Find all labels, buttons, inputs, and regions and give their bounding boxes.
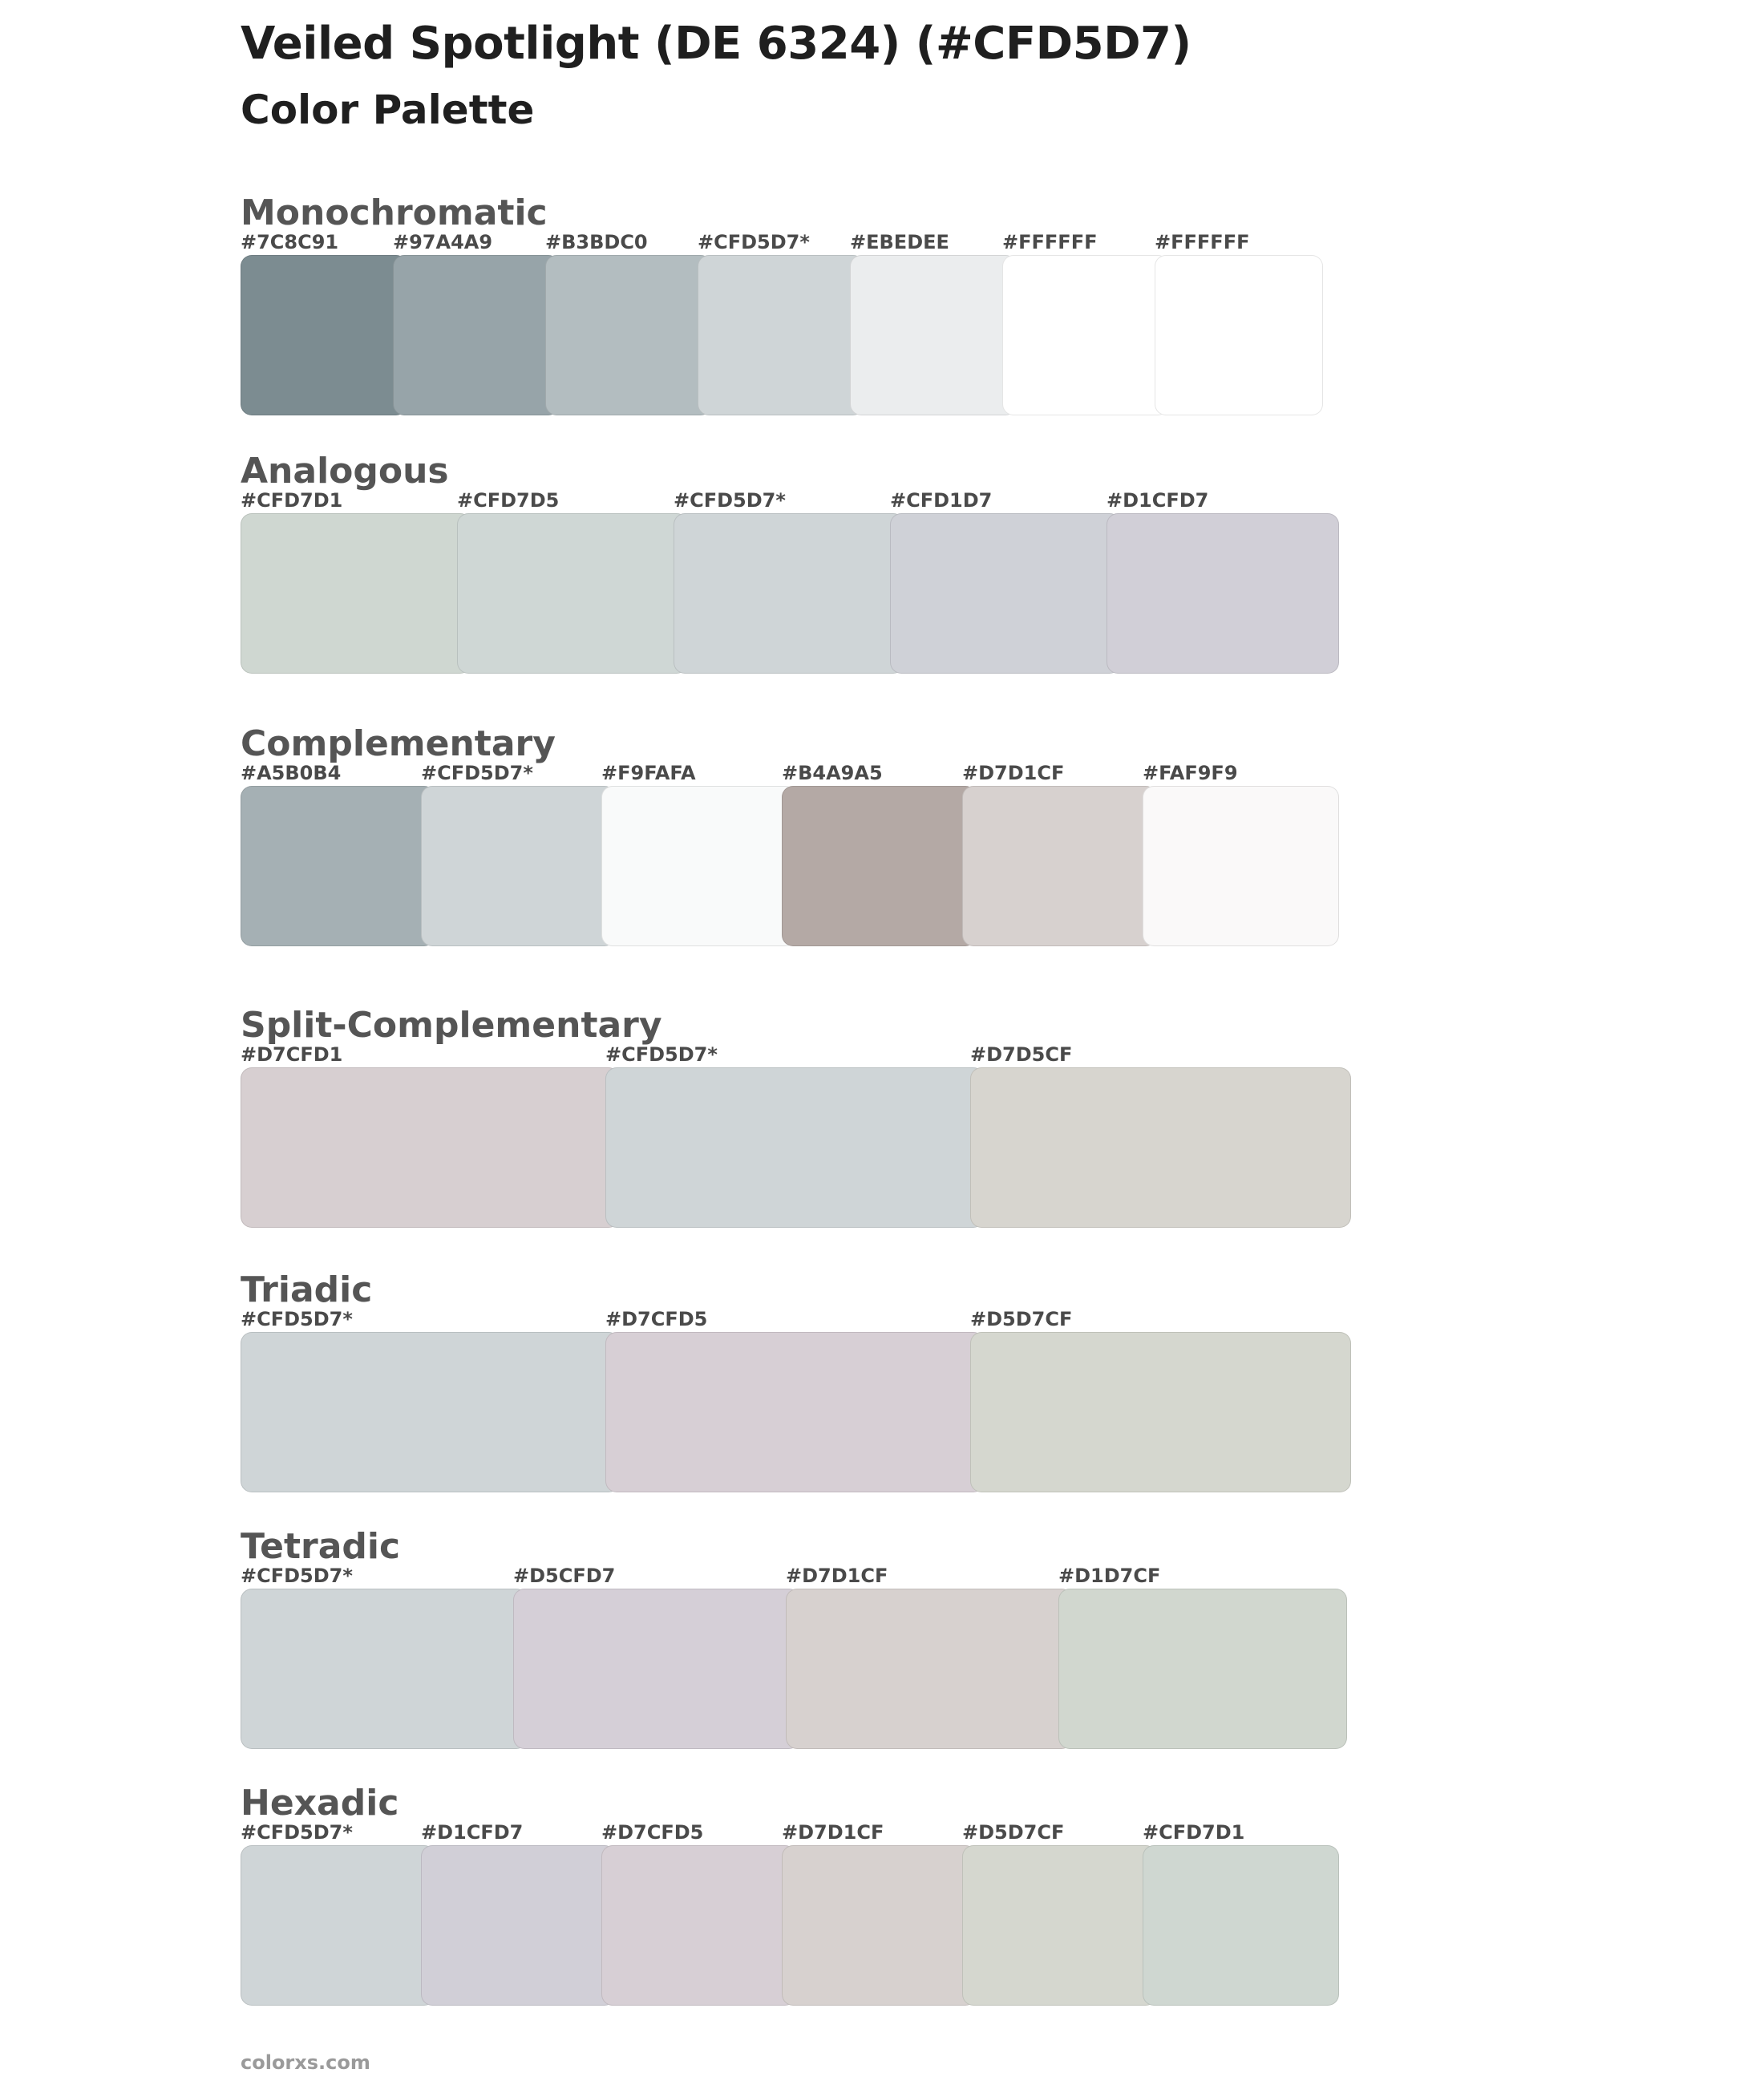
swatch-hex-label: #CFD5D7* [605,1043,718,1066]
swatch-color-chip[interactable] [241,1067,620,1228]
swatch-color-chip[interactable] [1143,786,1339,946]
swatch-hex-label: #D5CFD7 [513,1565,616,1587]
swatch-color-chip[interactable] [241,1332,620,1492]
swatch-hex-label: #97A4A9 [393,231,493,253]
swatch-color-chip[interactable] [601,1845,796,2006]
swatch-hex-label: #D7D1CF [962,762,1065,784]
section-title: Complementary [241,723,556,764]
section-title: Hexadic [241,1783,399,1824]
swatch-color-chip[interactable] [698,255,864,415]
swatch-hex-label: #CFD7D5 [457,489,560,512]
swatch-color-chip[interactable] [850,255,1017,415]
swatch-color-chip[interactable] [962,786,1157,946]
swatch-hex-label: #D7CFD5 [605,1308,708,1330]
swatch-color-chip[interactable] [241,513,471,674]
swatch-color-chip[interactable] [513,1589,800,1749]
swatch-color-chip[interactable] [1143,1845,1339,2006]
swatch-hex-label: #CFD5D7* [421,762,533,784]
swatch-hex-label: #EBEDEE [850,231,949,253]
swatch-hex-label: #D7CFD1 [241,1043,343,1066]
section-title: Analogous [241,451,449,492]
swatch-color-chip[interactable] [1058,1589,1347,1749]
swatch-color-chip[interactable] [970,1067,1351,1228]
swatch-color-chip[interactable] [786,1589,1073,1749]
swatch-color-chip[interactable] [457,513,688,674]
swatch-color-chip[interactable] [782,1845,977,2006]
swatch-color-chip[interactable] [241,786,435,946]
swatch-hex-label: #D1CFD7 [1107,489,1209,512]
swatch-color-chip[interactable] [601,786,796,946]
swatch-color-chip[interactable] [545,255,712,415]
swatch-hex-label: #CFD7D1 [241,489,343,512]
swatch-color-chip[interactable] [241,1589,528,1749]
swatch-hex-label: #B4A9A5 [782,762,883,784]
swatch-hex-label: #D1CFD7 [421,1821,524,1844]
page-subtitle: Color Palette [241,87,535,133]
swatch-color-chip[interactable] [782,786,977,946]
swatch-hex-label: #FFFFFF [1002,231,1098,253]
swatch-hex-label: #CFD1D7 [890,489,993,512]
swatch-hex-label: #D7D1CF [786,1565,888,1587]
swatch-hex-label: #CFD5D7* [241,1821,353,1844]
swatch-color-chip[interactable] [970,1332,1351,1492]
swatch-color-chip[interactable] [674,513,904,674]
swatch-hex-label: #D7D1CF [782,1821,884,1844]
section-title: Split-Complementary [241,1005,662,1046]
swatch-color-chip[interactable] [421,786,616,946]
swatch-hex-label: #FAF9F9 [1143,762,1238,784]
swatch-hex-label: #F9FAFA [601,762,696,784]
swatch-color-chip[interactable] [393,255,560,415]
swatch-color-chip[interactable] [1002,255,1169,415]
swatch-color-chip[interactable] [421,1845,616,2006]
swatch-hex-label: #CFD5D7* [674,489,786,512]
swatch-hex-label: #FFFFFF [1155,231,1250,253]
section-title: Monochromatic [241,192,548,233]
swatch-color-chip[interactable] [1107,513,1339,674]
section-title: Triadic [241,1269,373,1310]
swatch-hex-label: #D5D7CF [970,1308,1073,1330]
swatch-color-chip[interactable] [241,1845,435,2006]
swatch-hex-label: #CFD7D1 [1143,1821,1245,1844]
page-title: Veiled Spotlight (DE 6324) (#CFD5D7) [241,18,1192,70]
swatch-hex-label: #CFD5D7* [241,1565,353,1587]
swatch-hex-label: #D1D7CF [1058,1565,1161,1587]
swatch-hex-label: #CFD5D7* [698,231,810,253]
swatch-color-chip[interactable] [890,513,1121,674]
swatch-hex-label: #D7CFD5 [601,1821,704,1844]
swatch-hex-label: #7C8C91 [241,231,339,253]
swatch-hex-label: #B3BDC0 [545,231,648,253]
swatch-color-chip[interactable] [605,1067,985,1228]
swatch-hex-label: #CFD5D7* [241,1308,353,1330]
swatch-color-chip[interactable] [962,1845,1157,2006]
swatch-hex-label: #A5B0B4 [241,762,342,784]
section-title: Tetradic [241,1526,401,1567]
swatch-hex-label: #D7D5CF [970,1043,1073,1066]
swatch-hex-label: #D5D7CF [962,1821,1065,1844]
footer-site-link[interactable]: colorxs.com [241,2051,370,2074]
swatch-color-chip[interactable] [1155,255,1323,415]
swatch-color-chip[interactable] [605,1332,985,1492]
swatch-color-chip[interactable] [241,255,407,415]
